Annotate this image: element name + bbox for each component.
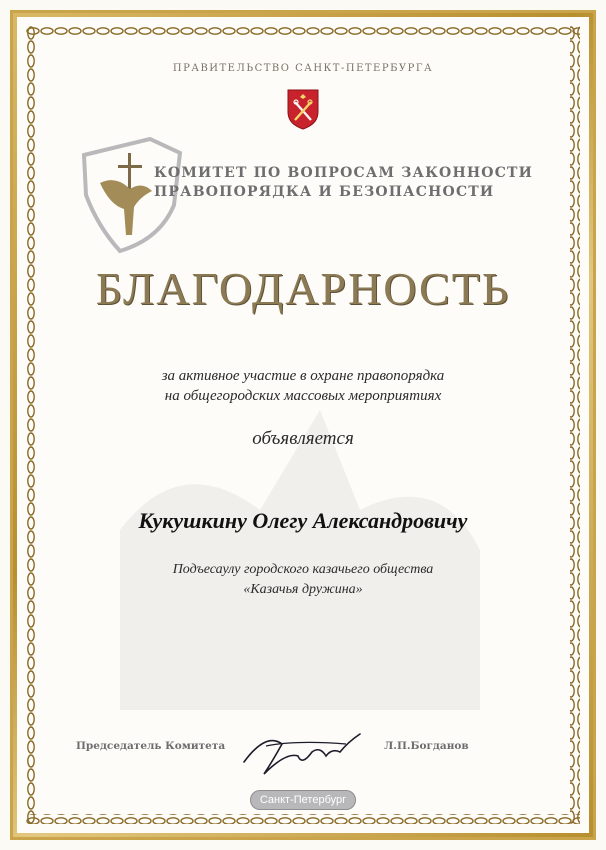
position-line-2: «Казачья дружина»: [243, 582, 363, 597]
signatory-name: Л.П.Богданов: [384, 740, 469, 752]
committee-line-1: КОМИТЕТ ПО ВОПРОСАМ ЗАКОННОСТИ: [154, 165, 534, 181]
purpose-text: [0, 366, 606, 406]
committee-line-2: ПРАВОПОРЯДКА И БЕЗОПАСНОСТИ: [154, 184, 495, 200]
certificate-title: БЛАГОДАРНОСТЬ: [95, 263, 511, 314]
committee-name: [154, 164, 534, 202]
city-badge: Санкт-Петербург: [250, 790, 356, 810]
purpose-line-1: за активное участие в охране правопорядка: [161, 368, 445, 384]
government-heading: ПРАВИТЕЛЬСТВО САНКТ-ПЕТЕРБУРГА: [172, 63, 434, 74]
announce-text: объявляется: [252, 428, 354, 449]
spb-coat-of-arms-icon: [286, 88, 320, 130]
recipient-name: Кукушкину Олегу Александровичу: [138, 508, 468, 533]
handwritten-signature: [236, 722, 366, 782]
position-line-1: Подъесаулу городского казачьего общества: [172, 562, 434, 577]
purpose-line-2: на общегородских массовых мероприятиях: [164, 388, 442, 404]
signatory-role: Председатель Комитета: [76, 740, 226, 752]
recipient-position: [0, 560, 606, 600]
